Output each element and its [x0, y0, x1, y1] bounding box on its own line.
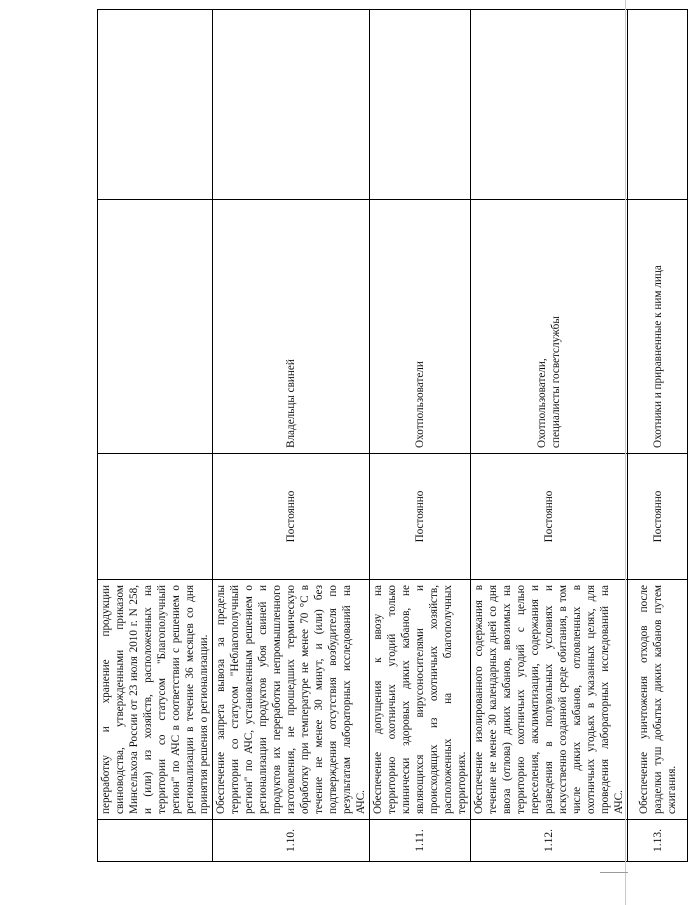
- table-container: [97, 10, 678, 862]
- extra-cell: [98, 10, 213, 200]
- row-number: [98, 820, 213, 862]
- row-number: 1.12.: [471, 820, 628, 862]
- term-cell: Постоянно: [370, 454, 471, 580]
- table-row: [98, 10, 213, 862]
- term-cell: [98, 454, 213, 580]
- measure-text: Обеспечение допущения к ввозу на территорию охотничьих угодий только клинически здоровых диких кабанов, не являющихся вирусоносителями и происходящих из охотничьих хозяйств, расположенных на благополучных территориях.: [370, 580, 471, 820]
- responsible-cell: Охотпользователи: [370, 200, 471, 454]
- extra-cell: [471, 10, 628, 200]
- measures-table: [97, 9, 688, 862]
- measure-text: Обеспечение уничтожения отходов после разделки туш добытых диких кабанов путем сжигания.: [628, 580, 688, 820]
- table-row: [370, 10, 471, 862]
- responsible-cell: Охотники и приравненные к ним лица: [628, 200, 688, 454]
- rotated-table: [97, 10, 678, 862]
- measure-text: Обеспечение изолированного содержания в течение не менее 30 календарных дней со дня ввоза (отлова) диких кабанов, ввозимых на территорию охотничьих угодий с целью переселения, акклиматизации, содержания и разведения в полувольных условиях и искусственно созданной среде обитания, в том числе диких кабанов, отловленных в охотничьих угодьях в указанных целях, для проведения лабораторных исследований на АЧС.: [471, 580, 628, 820]
- table-row: [471, 10, 628, 862]
- row-number: 1.11.: [370, 820, 471, 862]
- row-number: 1.13.: [628, 820, 688, 862]
- row-number: 1.10.: [213, 820, 370, 862]
- crop-mark: [600, 872, 628, 873]
- page-edge-line: [625, 0, 626, 905]
- responsible-cell: Владельцы свиней: [213, 200, 370, 454]
- extra-cell: [213, 10, 370, 200]
- term-cell: Постоянно: [213, 454, 370, 580]
- table-row: [213, 10, 370, 862]
- term-cell: Постоянно: [471, 454, 628, 580]
- table-row: [628, 10, 688, 862]
- responsible-cell: Охотпользователи, специалисты госветслужбы: [471, 200, 628, 454]
- measure-text: переработку и хранение продукции свиноводства, утвержденными приказом Минсельхоза России от 23 июля 2010 г. N 258, и (или) из хозяйств, расположенных на территории со статусом "Благополучный регион" по АЧС в соответствии с решением о регионализации в течение 36 месяцев со дня принятия решения о регионализации.: [98, 580, 213, 820]
- extra-cell: [628, 10, 688, 200]
- responsible-cell: [98, 200, 213, 454]
- extra-cell: [370, 10, 471, 200]
- measure-text: Обеспечение запрета вывоза за пределы территории со статусом "Неблагополучный регион" по АЧС, установленным решением о регионализации продуктов убоя свиней и продуктов их переработки непромышленного изготовления, не прошедших термическую обработку при температуре не менее 70 °C в течение не менее 30 минут, и (или) без подтверждения отсутствия возбудителя по результатам лабораторных исследований на АЧС.: [213, 580, 370, 820]
- term-cell: Постоянно: [628, 454, 688, 580]
